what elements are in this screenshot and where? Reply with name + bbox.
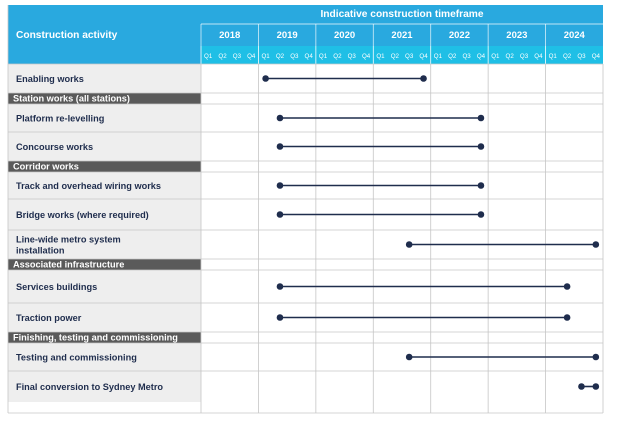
quarter-label: Q1 xyxy=(204,53,213,60)
quarter-label: Q1 xyxy=(318,53,328,60)
quarter-label: Q4 xyxy=(361,53,371,60)
task-start-marker xyxy=(262,75,269,82)
task-start-marker xyxy=(406,354,413,361)
task-label: Track and overhead wiring works xyxy=(16,180,162,191)
task-end-marker xyxy=(478,143,485,150)
task-label: Enabling works xyxy=(16,73,84,84)
task-end-marker xyxy=(564,283,571,290)
year-label-2019: 2019 xyxy=(276,30,298,41)
quarter-label: Q2 xyxy=(505,53,514,60)
quarter-label: Q1 xyxy=(548,53,557,60)
task-label: Services buildings xyxy=(16,281,98,292)
quarter-label: Q3 xyxy=(290,53,299,60)
year-label-2022: 2022 xyxy=(448,30,470,41)
quarter-label: Q1 xyxy=(491,53,500,60)
task-end-marker xyxy=(420,75,427,82)
task-end-marker xyxy=(593,354,600,361)
task-end-marker xyxy=(564,314,571,321)
quarter-label: Q1 xyxy=(376,53,385,60)
quarter-label: Q3 xyxy=(519,53,529,60)
task-label: Concourse works xyxy=(16,141,94,152)
section-label: Finishing, testing and commissioning xyxy=(13,332,178,343)
year-label-2021: 2021 xyxy=(391,30,413,41)
quarter-label: Q4 xyxy=(476,53,486,60)
task-end-marker xyxy=(593,383,600,390)
task-start-marker xyxy=(277,283,284,290)
task-label: Line-wide metro system xyxy=(16,234,121,245)
quarter-label: Q1 xyxy=(433,53,443,60)
task-end-marker xyxy=(478,182,485,189)
row-header-label: Construction activity xyxy=(16,30,118,41)
task-label: Testing and commissioning xyxy=(16,352,137,363)
quarter-label: Q2 xyxy=(448,53,457,60)
task-end-marker xyxy=(478,115,485,122)
year-label-2024: 2024 xyxy=(563,30,585,41)
chart-title: Indicative construction timeframe xyxy=(320,9,484,20)
task-start-marker xyxy=(277,143,284,150)
year-label-2018: 2018 xyxy=(219,30,241,41)
quarter-label: Q3 xyxy=(405,53,414,60)
section-label: Station works (all stations) xyxy=(13,93,130,104)
quarter-row-left xyxy=(8,46,201,64)
task-label: Traction power xyxy=(16,312,82,323)
quarter-label: Q2 xyxy=(390,53,399,60)
task-label: Platform re-levelling xyxy=(16,113,105,124)
quarter-label: Q4 xyxy=(419,53,428,60)
quarter-label: Q4 xyxy=(534,53,543,60)
quarter-label: Q3 xyxy=(462,53,471,60)
quarter-label: Q1 xyxy=(261,53,270,60)
task-end-marker xyxy=(478,211,485,218)
quarter-label: Q3 xyxy=(577,53,586,60)
quarter-label: Q4 xyxy=(304,53,313,60)
year-label-2020: 2020 xyxy=(334,30,356,41)
quarter-label: Q3 xyxy=(232,53,242,60)
task-start-marker xyxy=(277,115,284,122)
task-label: installation xyxy=(16,245,65,256)
quarter-label: Q4 xyxy=(247,53,256,60)
section-label: Corridor works xyxy=(13,161,79,172)
quarter-label: Q2 xyxy=(562,53,572,60)
task-start-marker xyxy=(277,182,284,189)
quarter-label: Q2 xyxy=(218,53,227,60)
section-label: Associated infrastructure xyxy=(13,259,125,270)
quarter-label: Q2 xyxy=(275,53,285,60)
quarter-label: Q4 xyxy=(591,53,600,60)
quarter-label: Q2 xyxy=(333,53,342,60)
task-label: Final conversion to Sydney Metro xyxy=(16,381,164,392)
task-start-marker xyxy=(406,241,413,248)
task-start-marker xyxy=(277,314,284,321)
year-label-2023: 2023 xyxy=(506,30,528,41)
task-start-marker xyxy=(277,211,284,218)
task-label: Bridge works (where required) xyxy=(16,209,149,220)
task-start-marker xyxy=(578,383,585,390)
task-end-marker xyxy=(593,241,600,248)
quarter-label: Q3 xyxy=(347,53,356,60)
